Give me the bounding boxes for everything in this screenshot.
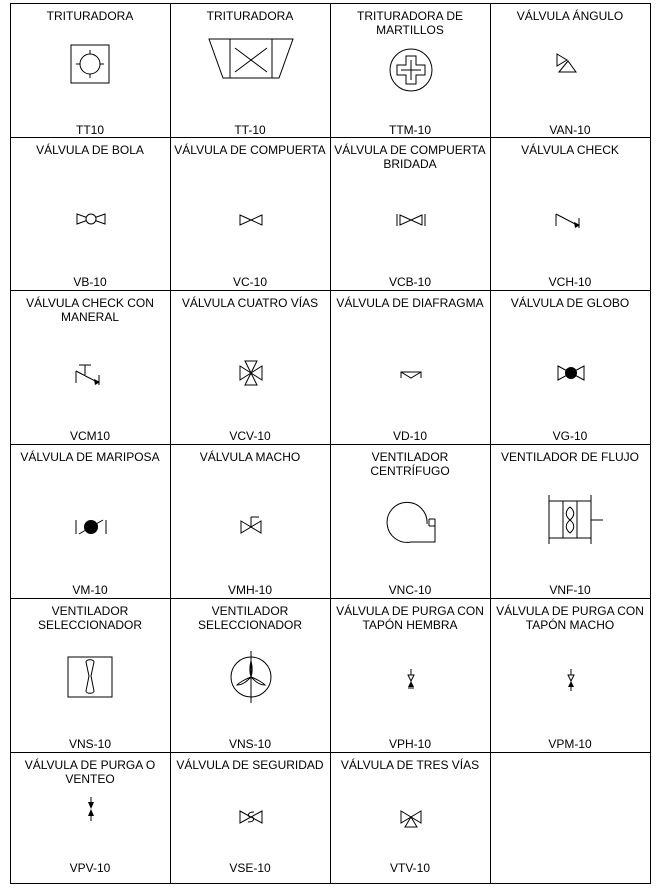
symbol-ventilador-flujo-icon <box>491 445 651 599</box>
symbol-valvula-angulo-icon <box>491 4 651 138</box>
symbol-title: VÁLVULA DE COMPUERTA <box>174 142 326 157</box>
symbol-valvula-compuerta-bridada-icon <box>331 138 491 291</box>
symbol-title: VÁLVULA DE PURGA O VENTEO <box>24 757 156 786</box>
symbol-cell-valvula-compuerta <box>170 137 331 291</box>
symbol-title: VENTILADOR CENTRÍFUGO <box>370 449 450 478</box>
symbol-cell-valvula-angulo <box>490 3 651 138</box>
symbol-cell-valvula-purga-venteo <box>10 752 171 884</box>
symbol-title: TRITURADORA <box>46 8 134 23</box>
symbol-valvula-diafragma-icon <box>331 291 491 445</box>
symbol-valvula-purga-hembra-icon <box>331 599 491 753</box>
symbol-code: VAN-10 <box>549 122 591 137</box>
symbol-cell-ventilador-centrifugo <box>330 444 491 599</box>
symbol-ventilador-centrifugo-icon <box>331 445 491 599</box>
symbol-cell-valvula-macho <box>170 444 331 599</box>
symbol-valvula-check-maneral-icon <box>11 291 171 445</box>
symbol-code: VC-10 <box>232 274 267 289</box>
symbol-table <box>10 3 650 883</box>
symbol-cell-valvula-compuerta-bridada <box>330 137 491 291</box>
symbol-code: VNC-10 <box>388 582 432 597</box>
symbol-title: VÁLVULA DE PURGA CON TAPÓN HEMBRA <box>336 603 484 632</box>
symbol-trituradora-1-icon <box>11 4 171 138</box>
symbol-code: VPV-10 <box>69 860 111 875</box>
symbol-valvula-bola-icon <box>11 138 171 291</box>
symbol-code: VTV-10 <box>389 860 431 875</box>
symbol-code: VB-10 <box>73 274 107 289</box>
symbol-code: VPH-10 <box>388 736 432 751</box>
symbol-cell-ventilador-seleccionador-2 <box>170 598 331 753</box>
symbol-cell-trituradora-1 <box>10 3 171 138</box>
symbol-code: VNS-10 <box>228 736 272 751</box>
symbol-code: VD-10 <box>392 428 427 443</box>
symbol-code: VCV-10 <box>229 428 271 443</box>
symbol-cell-valvula-seguridad <box>170 752 331 884</box>
symbol-cell-trituradora-2 <box>170 3 331 138</box>
symbol-trituradora-2-icon <box>171 4 331 138</box>
symbol-code: TT10 <box>75 122 104 137</box>
symbol-title: VÁLVULA DE TRES VÍAS <box>340 757 480 772</box>
symbol-title: VÁLVULA DE MARIPOSA <box>20 449 160 464</box>
symbol-cell-valvula-diafragma <box>330 290 491 445</box>
symbol-ventilador-seleccionador-1-icon <box>11 599 171 753</box>
symbol-code: VCB-10 <box>388 274 432 289</box>
symbol-code: TT-10 <box>234 122 266 137</box>
symbol-code: VG-10 <box>552 428 588 443</box>
symbol-title: VÁLVULA CHECK <box>521 142 619 157</box>
symbol-valvula-check-icon <box>491 138 651 291</box>
symbol-valvula-mariposa-icon <box>11 445 171 599</box>
symbol-title: VENTILADOR SELECCIONADOR <box>197 603 303 632</box>
symbol-valvula-macho-icon <box>171 445 331 599</box>
symbol-cell-valvula-tres-vias <box>330 752 491 884</box>
symbol-title: VÁLVULA ÁNGULO <box>516 8 624 23</box>
symbol-title: VÁLVULA DE COMPUERTA BRIDADA <box>334 142 486 171</box>
symbol-code: VM-10 <box>72 582 108 597</box>
symbol-title: VENTILADOR SELECCIONADOR <box>37 603 143 632</box>
symbol-cell-valvula-purga-hembra <box>330 598 491 753</box>
symbol-title: VÁLVULA DE DIAFRAGMA <box>336 295 484 310</box>
symbol-cell-valvula-globo <box>490 290 651 445</box>
symbol-title: VENTILADOR DE FLUJO <box>500 449 640 464</box>
symbol-code: TTM-10 <box>389 122 431 137</box>
symbol-cell-valvula-bola <box>10 137 171 291</box>
symbol-valvula-globo-icon <box>491 291 651 445</box>
symbol-code: VCH-10 <box>548 274 592 289</box>
symbol-title: VÁLVULA MACHO <box>199 449 301 464</box>
symbol-title: TRITURADORA DE MARTILLOS <box>356 8 463 37</box>
symbol-cell-valvula-check <box>490 137 651 291</box>
symbol-valvula-purga-macho-icon <box>491 599 651 753</box>
symbol-trituradora-martillos-icon <box>331 4 491 138</box>
symbol-cell-valvula-check-maneral <box>10 290 171 445</box>
symbol-valvula-cuatro-vias-icon <box>171 291 331 445</box>
symbol-cell-valvula-purga-macho <box>490 598 651 753</box>
symbol-code: VNS-10 <box>68 736 112 751</box>
symbol-valvula-compuerta-icon <box>171 138 331 291</box>
symbol-ventilador-seleccionador-2-icon <box>171 599 331 753</box>
symbol-title: VÁLVULA DE GLOBO <box>510 295 630 310</box>
symbol-title: VÁLVULA DE BOLA <box>36 142 144 157</box>
symbol-code: VSE-10 <box>229 860 271 875</box>
symbol-code: VPM-10 <box>548 736 592 751</box>
symbol-code: VNF-10 <box>549 582 591 597</box>
symbol-title: VÁLVULA CHECK CON MANERAL <box>26 295 154 324</box>
symbol-code: VCM10 <box>69 428 110 443</box>
symbol-title: VÁLVULA CUATRO VÍAS <box>181 295 319 310</box>
symbol-cell-ventilador-seleccionador-1 <box>10 598 171 753</box>
symbol-cell-ventilador-flujo <box>490 444 651 599</box>
symbol-code: VMH-10 <box>227 582 272 597</box>
symbol-cell-trituradora-martillos <box>330 3 491 138</box>
symbol-cell-empty-cell <box>490 752 651 884</box>
symbol-title: VÁLVULA DE SEGURIDAD <box>176 757 324 772</box>
symbol-cell-valvula-cuatro-vias <box>170 290 331 445</box>
symbol-cell-valvula-mariposa <box>10 444 171 599</box>
symbol-title: VÁLVULA DE PURGA CON TAPÓN MACHO <box>496 603 644 632</box>
symbol-title: TRITURADORA <box>206 8 294 23</box>
